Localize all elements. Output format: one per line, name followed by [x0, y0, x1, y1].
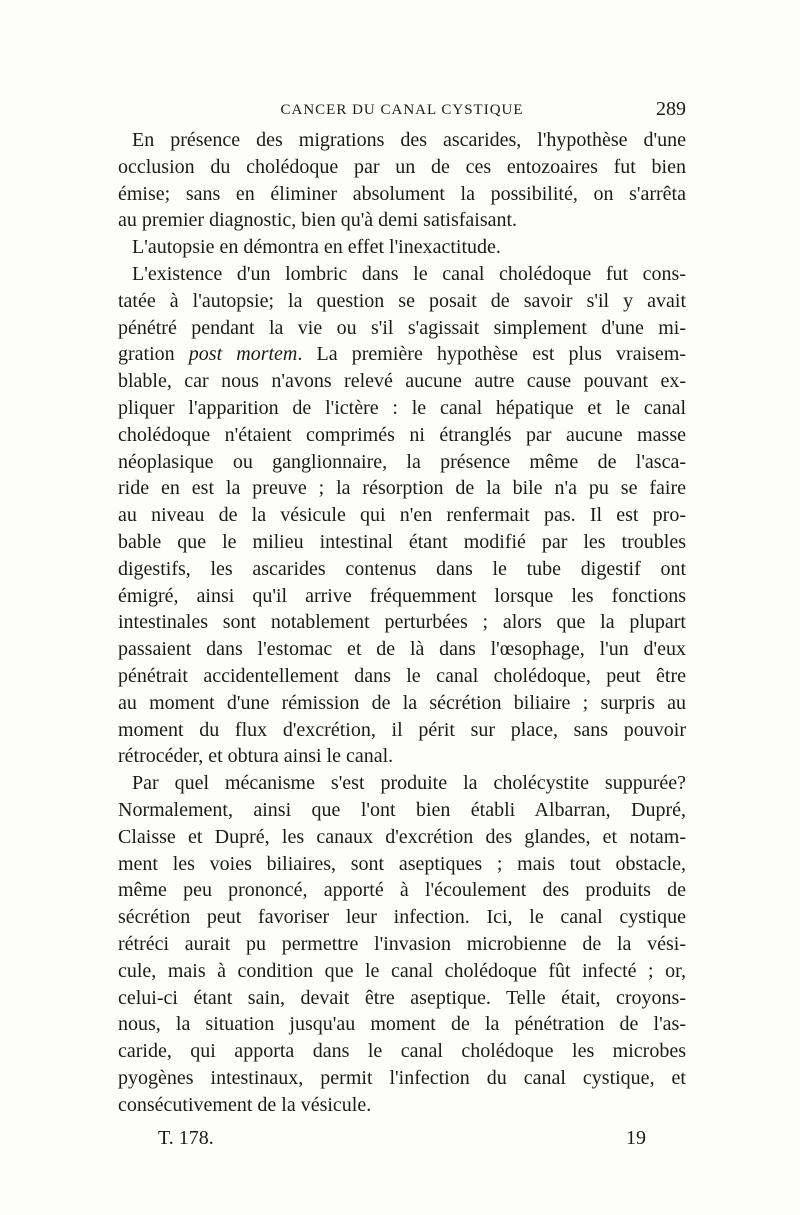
text-line: digestifs, les ascarides contenus dans le tube digestif ont: [118, 557, 686, 580]
text-line: En présence des migrations des ascarides, l'hypothèse d'une: [132, 129, 686, 151]
text-line: bable que le milieu intestinal étant modifié par les troubles: [118, 530, 686, 553]
text-line: intestinales sont notablement perturbées ; alors que la plupart: [118, 611, 686, 634]
page-footer: [158, 1127, 646, 1157]
running-title: CANCER DU CANAL CYSTIQUE: [280, 102, 524, 118]
text-line: au niveau de la vésicule qui n'en renfermait pas. Il est pro-: [118, 504, 686, 527]
text-line: moment du flux d'excrétion, il périt sur place, sans pouvoir: [118, 718, 686, 741]
page-header: [118, 98, 686, 124]
paragraph: [118, 127, 686, 234]
text-line: pénétrait accidentellement dans le canal cholédoque, peut être: [118, 664, 686, 687]
text-line: gration post mortem. La première hypothèse est plus vraisem-: [118, 343, 686, 366]
text-line: rétrocéder, et obtura ainsi le canal.: [118, 745, 394, 768]
page-number: 289: [656, 98, 686, 120]
text-line: rétréci aurait pu permettre l'invasion microbienne de la vési-: [118, 932, 686, 955]
text-line: L'autopsie en démontra en effet l'inexactitude.: [132, 236, 501, 259]
paragraph: [118, 261, 686, 770]
text-line: Normalement, ainsi que l'ont bien établi Albarran, Dupré,: [118, 798, 686, 821]
text-line: blable, car nous n'avons relevé aucune autre cause pouvant ex-: [118, 370, 686, 393]
paragraph: [118, 234, 686, 261]
text-line: émigré, ainsi qu'il arrive fréquemment lorsque les fonctions: [118, 584, 686, 607]
text-line: tatée à l'autopsie; la question se posait de savoir s'il y avait: [118, 289, 686, 312]
italic-phrase: post mortem: [188, 343, 298, 366]
text-line: passaient dans l'estomac et de là dans l'œsophage, l'un d'eux: [118, 638, 686, 661]
text-line: occlusion du cholédoque par un de ces entozoaires fut bien: [118, 155, 686, 178]
text-line: pénétré pendant la vie ou s'il s'agissait simplement d'une mi-: [118, 316, 686, 339]
text-line: L'existence d'un lombric dans le canal cholédoque fut cons-: [132, 262, 686, 285]
text-line: pyogènes intestinaux, permit l'infection du canal cystique, et: [118, 1066, 686, 1089]
text-line: caride, qui apporta dans le canal cholédoque les microbes: [118, 1040, 686, 1063]
text-line: nous, la situation jusqu'au moment de la pénétration de l'as-: [118, 1013, 686, 1036]
text-line: sécrétion peut favoriser leur infection. Ici, le canal cystique: [118, 906, 686, 929]
paragraph: [118, 770, 686, 1118]
body-text: [118, 127, 686, 1118]
text-line: consécutivement de la vésicule.: [118, 1093, 372, 1116]
text-line: au moment d'une rémission de la sécrétion biliaire ; surpris au: [118, 691, 686, 714]
text-line: même peu prononcé, apporté à l'écoulement des produits de: [118, 879, 686, 902]
text-line: au premier diagnostic, bien qu'à demi satisfaisant.: [118, 209, 518, 232]
text-line: émise; sans en éliminer absolument la possibilité, on s'arrêta: [118, 182, 686, 205]
signature-mark-left: T. 178.: [158, 1127, 214, 1149]
text-line: cule, mais à condition que le canal cholédoque fût infecté ; or,: [118, 959, 686, 982]
text-line: Par quel mécanisme s'est produite la cholécystite suppurée?: [132, 772, 686, 795]
text-line: ride en est la preuve ; la résorption de la bile n'a pu se faire: [118, 477, 686, 500]
text-line: pliquer l'apparition de l'ictère : le canal hépatique et le canal: [118, 396, 686, 419]
text-line: ment les voies biliaires, sont aseptiques ; mais tout obstacle,: [118, 852, 686, 875]
text-line: néoplasique ou ganglionnaire, la présence même de l'asca-: [118, 450, 686, 473]
text-line: celui-ci étant sain, devait être aseptique. Telle était, croyons-: [118, 986, 686, 1009]
signature-mark-right: 19: [626, 1127, 646, 1149]
text-line: Claisse et Dupré, les canaux d'excrétion des glandes, et notam-: [118, 825, 686, 848]
text-line: cholédoque n'étaient comprimés ni étranglés par aucune masse: [118, 423, 686, 446]
